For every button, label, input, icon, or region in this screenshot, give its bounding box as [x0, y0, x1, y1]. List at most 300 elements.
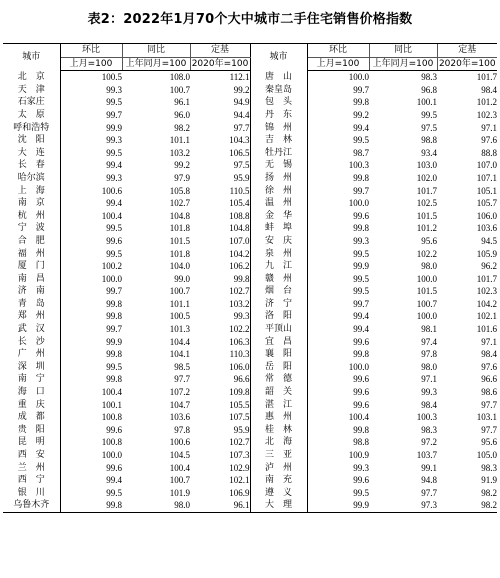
table-row: [3, 298, 497, 311]
city-name-left: 南 昌: [3, 273, 60, 286]
yoy-value-left: 104.8: [169, 210, 190, 221]
mom-value-right: 100.9: [348, 450, 369, 460]
city-name-right: 惠 州: [250, 411, 307, 424]
city-name-right: 襄 阳: [250, 348, 307, 361]
city-name-left: 西 安: [3, 449, 60, 462]
city-name-right: 吉 林: [250, 134, 307, 147]
yoy-value-left: 101.5: [169, 235, 190, 246]
yoy-value-right: 101.5: [416, 286, 437, 297]
city-name-left: 杭 州: [3, 210, 60, 223]
base-value-left: 95.9: [233, 424, 250, 435]
table-row: [3, 248, 497, 261]
yoy-value-left: 101.9: [169, 487, 190, 498]
mom-value-left: 99.4: [106, 198, 122, 209]
city-name-left: 兰 州: [3, 462, 60, 475]
mom-value-left: 100.2: [101, 261, 122, 272]
city-name-right: 桂 林: [250, 424, 307, 437]
mom-value-left: 99.8: [106, 374, 122, 385]
yoy-value-left: 100.7: [169, 475, 190, 486]
city-name-right: 秦皇岛: [250, 84, 307, 97]
mom-value-left: 99.9: [106, 122, 122, 133]
base-value-left: 112.1: [229, 72, 250, 83]
city-name-left: 大 连: [3, 147, 60, 160]
city-name-right: 湛 江: [250, 399, 307, 412]
base-value-right: 98.2: [481, 487, 497, 498]
base-value-right: 95.6: [481, 437, 497, 448]
base-value-right: 98.6: [481, 387, 497, 398]
table-row: [3, 361, 497, 374]
base-value-right: 101.7: [476, 72, 497, 83]
city-name-right: 丹 东: [250, 109, 307, 122]
city-name-left: 青 岛: [3, 298, 60, 311]
city-name-left: 海 口: [3, 386, 60, 399]
base-value-left: 106.5: [229, 147, 250, 158]
yoy-value-right: 98.0: [421, 261, 437, 272]
city-name-right: 温 州: [250, 197, 307, 210]
base-value-right: 88.8: [481, 147, 497, 158]
base-value-right: 102.3: [476, 109, 497, 120]
city-name-left: 郑 州: [3, 310, 60, 323]
city-name-left: 南 宁: [3, 373, 60, 386]
mom-value-right: 99.6: [353, 374, 369, 385]
base-value-right: 98.3: [481, 462, 497, 473]
table-row: [3, 122, 497, 135]
yoy-value-right: 101.2: [416, 223, 437, 234]
mom-value-left: 100.4: [101, 387, 122, 398]
yoy-value-right: 103.7: [416, 450, 437, 460]
yoy-value-left: 101.1: [169, 298, 190, 309]
mom-value-left: 99.7: [106, 109, 122, 120]
mom-value-left: 99.7: [106, 286, 122, 297]
base-value-right: 96.6: [481, 374, 497, 385]
mom-value-right: 99.6: [353, 475, 369, 486]
mom-value-left: 99.5: [106, 97, 122, 108]
city-name-right: 洛 阳: [250, 310, 307, 323]
city-name-right: 金 华: [250, 210, 307, 223]
mom-value-left: 99.5: [106, 147, 122, 158]
yoy-value-right: 98.3: [421, 72, 437, 83]
yoy-value-right: 97.5: [421, 122, 437, 133]
base-value-right: 94.5: [481, 235, 497, 246]
yoy-value-left: 104.0: [169, 261, 190, 272]
mom-value-right: 98.8: [353, 437, 369, 448]
mom-value-right: 100.0: [348, 72, 369, 83]
base-value-right: 97.6: [481, 135, 497, 146]
mom-value-left: 99.5: [106, 487, 122, 498]
yoy-value-right: 101.7: [416, 185, 437, 196]
yoy-value-left: 103.2: [169, 147, 190, 158]
base-value-right: 101.6: [476, 324, 497, 335]
city-name-left: 石家庄: [3, 96, 60, 109]
mom-value-left: 99.9: [106, 336, 122, 347]
subheader-base-left: 2020年=100: [190, 57, 250, 71]
base-value-right: 97.6: [481, 361, 497, 372]
city-name-left: 武 汉: [3, 323, 60, 336]
mom-value-right: 99.6: [353, 336, 369, 347]
city-name-left: 宁 波: [3, 222, 60, 235]
base-value-right: 97.7: [481, 424, 497, 435]
mom-value-right: 99.8: [353, 349, 369, 360]
base-value-left: 96.6: [233, 374, 250, 385]
table-row: [3, 71, 497, 84]
base-value-right: 102.3: [476, 286, 497, 297]
base-value-right: 102.1: [476, 311, 497, 322]
mom-value-right: 99.6: [353, 210, 369, 221]
base-value-left: 104.8: [229, 223, 250, 234]
table-row: [3, 310, 497, 323]
table-row: [3, 336, 497, 349]
yoy-value-right: 100.0: [416, 311, 437, 322]
base-value-left: 102.1: [229, 475, 250, 486]
table-row: [3, 147, 497, 160]
yoy-value-right: 103.0: [416, 160, 437, 171]
subheader-base-right: 2020年=100: [437, 57, 497, 71]
base-value-left: 106.2: [229, 261, 250, 272]
yoy-value-right: 97.1: [421, 374, 437, 385]
yoy-value-left: 104.4: [169, 336, 190, 347]
header-mom-right: 环比: [307, 44, 369, 58]
base-value-right: 105.9: [476, 248, 497, 259]
city-name-left: 天 津: [3, 84, 60, 97]
table-row: [3, 411, 497, 424]
mom-value-left: 100.0: [101, 273, 122, 284]
table-row: [3, 159, 497, 172]
city-name-left: 厦 门: [3, 260, 60, 273]
yoy-value-right: 102.2: [416, 248, 437, 259]
city-name-right: 宜 昌: [250, 336, 307, 349]
mom-value-right: 99.4: [353, 311, 369, 322]
subheader-yoy-left: 上年同月=100: [122, 57, 190, 71]
mom-value-left: 99.3: [106, 84, 122, 95]
mom-value-left: 99.3: [106, 135, 122, 146]
city-name-right: 徐 州: [250, 185, 307, 198]
city-name-left: 长 春: [3, 159, 60, 172]
base-value-left: 104.2: [229, 248, 250, 259]
table-row: [3, 260, 497, 273]
header-city-right: 城市: [250, 44, 307, 71]
city-name-right: 大 理: [250, 499, 307, 512]
yoy-value-left: 100.5: [169, 311, 190, 322]
city-name-left: 银 川: [3, 487, 60, 500]
base-value-right: 97.7: [481, 399, 497, 410]
header-city-left: 城市: [3, 44, 60, 71]
yoy-value-left: 101.3: [169, 324, 190, 335]
base-value-right: 107.0: [476, 160, 497, 171]
subheader-mom-right: 上月=100: [307, 57, 369, 71]
yoy-value-right: 98.8: [421, 135, 437, 146]
base-value-right: 96.2: [481, 261, 497, 272]
base-value-left: 102.7: [229, 286, 250, 297]
table-row: [3, 96, 497, 109]
mom-value-right: 99.7: [353, 84, 369, 95]
yoy-value-left: 98.0: [122, 499, 190, 512]
base-value-right: 107.1: [476, 172, 497, 183]
yoy-value-left: 104.5: [169, 450, 190, 460]
mom-value-left: 99.6: [106, 424, 122, 435]
mom-value-right: 99.3: [353, 235, 369, 246]
yoy-value-right: 99.3: [421, 387, 437, 398]
yoy-value-right: 99.5: [421, 109, 437, 120]
mom-value-left: 99.5: [106, 248, 122, 259]
yoy-value-left: 101.8: [169, 248, 190, 259]
city-name-left: 贵 阳: [3, 424, 60, 437]
mom-value-left: 100.4: [101, 210, 122, 221]
city-name-right: 平顶山: [250, 323, 307, 336]
base-value-right: 105.0: [476, 450, 497, 460]
yoy-value-left: 102.7: [169, 198, 190, 209]
city-name-right: 扬 州: [250, 172, 307, 185]
yoy-value-left: 107.2: [169, 387, 190, 398]
mom-value-left: 99.5: [106, 223, 122, 234]
yoy-value-right: 98.0: [421, 361, 437, 372]
base-value-left: 102.9: [229, 462, 250, 473]
yoy-value-left: 103.6: [169, 412, 190, 423]
city-name-right: 泸 州: [250, 462, 307, 475]
base-value-left: 105.5: [229, 399, 250, 410]
base-value-left: 110.3: [229, 349, 250, 360]
city-name-left: 呼和浩特: [3, 122, 60, 135]
mom-value-left: 99.4: [106, 475, 122, 486]
city-name-right: 唐 山: [250, 71, 307, 84]
yoy-value-left: 97.8: [174, 424, 190, 435]
yoy-value-left: 101.1: [169, 135, 190, 146]
table-row: [3, 436, 497, 449]
yoy-value-left: 105.8: [169, 185, 190, 196]
yoy-value-right: 100.7: [416, 298, 437, 309]
base-value-left: 106.0: [229, 361, 250, 372]
mom-value-right: 99.3: [353, 462, 369, 473]
table-row: [3, 185, 497, 198]
base-value-right: 98.4: [481, 349, 497, 360]
mom-value-left: 100.8: [101, 437, 122, 448]
city-name-right: 牡丹江: [250, 147, 307, 160]
yoy-value-right: 102.5: [416, 198, 437, 209]
mom-value-right: 100.0: [348, 361, 369, 372]
yoy-value-right: 97.3: [369, 499, 437, 512]
city-name-right: 岳 阳: [250, 361, 307, 374]
base-value-left: 97.7: [233, 122, 250, 133]
yoy-value-left: 97.7: [174, 374, 190, 385]
mom-value-right: 99.7: [353, 298, 369, 309]
base-value-left: 105.4: [229, 198, 250, 209]
city-name-left: 西 宁: [3, 474, 60, 487]
mom-value-left: 100.8: [101, 412, 122, 423]
yoy-value-right: 98.4: [421, 399, 437, 410]
mom-value-left: 99.3: [106, 172, 122, 183]
yoy-value-right: 97.8: [421, 349, 437, 360]
mom-value-right: 99.8: [353, 424, 369, 435]
table-title: 表2：2022年1月70个大中城市二手住宅销售价格指数: [87, 12, 413, 27]
mom-value-right: 100.0: [348, 198, 369, 209]
city-name-right: 北 海: [250, 436, 307, 449]
mom-value-left: 99.8: [106, 311, 122, 322]
city-name-left: 乌鲁木齐: [3, 499, 60, 512]
base-value-left: 109.8: [229, 387, 250, 398]
yoy-value-right: 97.2: [421, 437, 437, 448]
city-name-left: 哈尔滨: [3, 172, 60, 185]
base-value-left: 108.8: [229, 210, 250, 221]
yoy-value-right: 99.1: [421, 462, 437, 473]
yoy-value-left: 97.9: [174, 172, 190, 183]
city-name-right: 无 锡: [250, 159, 307, 172]
yoy-value-left: 98.2: [174, 122, 190, 133]
base-value-right: 106.0: [476, 210, 497, 221]
table-row: [3, 474, 497, 487]
base-value-right: 98.2: [437, 499, 497, 512]
yoy-value-right: 93.4: [421, 147, 437, 158]
city-name-left: 沈 阳: [3, 134, 60, 147]
mom-value-right: 99.5: [353, 273, 369, 284]
mom-value-right: 99.6: [353, 387, 369, 398]
base-value-left: 99.8: [233, 273, 250, 284]
city-name-right: 济 宁: [250, 298, 307, 311]
mom-value-right: 99.5: [353, 286, 369, 297]
subheader-mom-left: 上月=100: [60, 57, 122, 71]
city-name-right: 安 庆: [250, 235, 307, 248]
base-value-left: 99.2: [233, 84, 250, 95]
city-name-left: 成 都: [3, 411, 60, 424]
mom-value-left: 100.6: [101, 185, 122, 196]
price-index-table: [3, 43, 497, 513]
yoy-value-left: 100.4: [169, 462, 190, 473]
yoy-value-left: 99.0: [174, 273, 190, 284]
city-name-right: 锦 州: [250, 122, 307, 135]
city-name-left: 昆 明: [3, 436, 60, 449]
base-value-left: 99.3: [233, 311, 250, 322]
city-name-left: 上 海: [3, 185, 60, 198]
table-row: [3, 172, 497, 185]
yoy-value-right: 97.7: [421, 487, 437, 498]
base-value-left: 107.0: [229, 235, 250, 246]
city-name-right: 九 江: [250, 260, 307, 273]
mom-value-right: 99.8: [353, 223, 369, 234]
base-value-left: 94.4: [233, 109, 250, 120]
city-name-left: 北 京: [3, 71, 60, 84]
table-row: [3, 134, 497, 147]
base-value-right: 104.2: [476, 298, 497, 309]
mom-value-left: 100.0: [101, 450, 122, 460]
base-value-left: 94.9: [233, 97, 250, 108]
table-row: [3, 285, 497, 298]
table-row: [3, 348, 497, 361]
base-value-right: 105.7: [476, 198, 497, 209]
table-row: [3, 197, 497, 210]
yoy-value-right: 94.8: [421, 475, 437, 486]
table-row: [3, 84, 497, 97]
mom-value-right: 99.5: [353, 248, 369, 259]
table-row: [3, 273, 497, 286]
base-value-left: 106.3: [229, 336, 250, 347]
header-base-right: 定基: [437, 44, 497, 58]
base-value-left: 107.5: [229, 412, 250, 423]
mom-value-right: 99.2: [353, 109, 369, 120]
table-row: [3, 235, 497, 248]
yoy-value-left: 98.5: [174, 361, 190, 372]
mom-value-right: 99.5: [353, 135, 369, 146]
mom-value-left: 99.7: [106, 324, 122, 335]
mom-value-right: 99.8: [353, 97, 369, 108]
yoy-value-right: 96.8: [421, 84, 437, 95]
mom-value-left: 100.1: [101, 399, 122, 410]
base-value-right: 97.1: [481, 122, 497, 133]
mom-value-left: 99.8: [60, 499, 122, 512]
base-value-right: 91.9: [481, 475, 497, 486]
header-base-left: 定基: [190, 44, 250, 58]
mom-value-right: 99.7: [353, 185, 369, 196]
city-name-left: 重 庆: [3, 399, 60, 412]
city-name-right: 烟 台: [250, 285, 307, 298]
mom-value-right: 99.8: [353, 172, 369, 183]
base-value-right: 103.6: [476, 223, 497, 234]
yoy-value-left: 104.1: [169, 349, 190, 360]
mom-value-left: 99.4: [106, 160, 122, 171]
base-value-right: 101.2: [476, 97, 497, 108]
yoy-value-left: 96.1: [174, 97, 190, 108]
city-name-right: 包 头: [250, 96, 307, 109]
header-yoy-right: 同比: [369, 44, 437, 58]
yoy-value-left: 100.6: [169, 437, 190, 448]
base-value-right: 103.1: [476, 412, 497, 423]
yoy-value-right: 100.3: [416, 412, 437, 423]
base-value-left: 103.2: [229, 298, 250, 309]
city-name-left: 广 州: [3, 348, 60, 361]
subheader-yoy-right: 上年同月=100: [369, 57, 437, 71]
table-body: [3, 71, 497, 513]
base-value-left: 102.7: [229, 437, 250, 448]
yoy-value-right: 97.4: [421, 336, 437, 347]
base-value-right: 105.1: [476, 185, 497, 196]
table-row: [3, 499, 497, 512]
table-row: [3, 373, 497, 386]
table-row: [3, 424, 497, 437]
mom-value-right: 99.9: [307, 499, 369, 512]
header-mom-left: 环比: [60, 44, 122, 58]
yoy-value-right: 100.1: [416, 97, 437, 108]
base-value-left: 107.3: [229, 450, 250, 460]
base-value-left: 106.9: [229, 487, 250, 498]
yoy-value-right: 98.3: [421, 424, 437, 435]
table-row: [3, 462, 497, 475]
city-name-right: 南 充: [250, 474, 307, 487]
city-name-right: 韶 关: [250, 386, 307, 399]
base-value-left: 96.1: [190, 499, 250, 512]
yoy-value-left: 100.7: [169, 84, 190, 95]
mom-value-right: 100.3: [348, 160, 369, 171]
city-name-right: 蚌 埠: [250, 222, 307, 235]
yoy-value-right: 98.1: [421, 324, 437, 335]
base-value-right: 101.7: [476, 273, 497, 284]
mom-value-right: 99.4: [353, 122, 369, 133]
yoy-value-left: 99.2: [174, 160, 190, 171]
mom-value-left: 99.6: [106, 462, 122, 473]
base-value-left: 102.2: [229, 324, 250, 335]
yoy-value-right: 102.0: [416, 172, 437, 183]
mom-value-right: 98.7: [353, 147, 369, 158]
table-row: [3, 109, 497, 122]
yoy-value-left: 100.7: [169, 286, 190, 297]
city-name-left: 济 南: [3, 285, 60, 298]
city-name-left: 太 原: [3, 109, 60, 122]
mom-value-left: 100.5: [101, 72, 122, 83]
base-value-left: 95.9: [233, 172, 250, 183]
city-name-left: 福 州: [3, 248, 60, 261]
city-name-right: 常 德: [250, 373, 307, 386]
table-row: [3, 210, 497, 223]
mom-value-left: 99.6: [106, 235, 122, 246]
yoy-value-right: 95.6: [421, 235, 437, 246]
table-row: [3, 386, 497, 399]
mom-value-right: 99.5: [353, 487, 369, 498]
